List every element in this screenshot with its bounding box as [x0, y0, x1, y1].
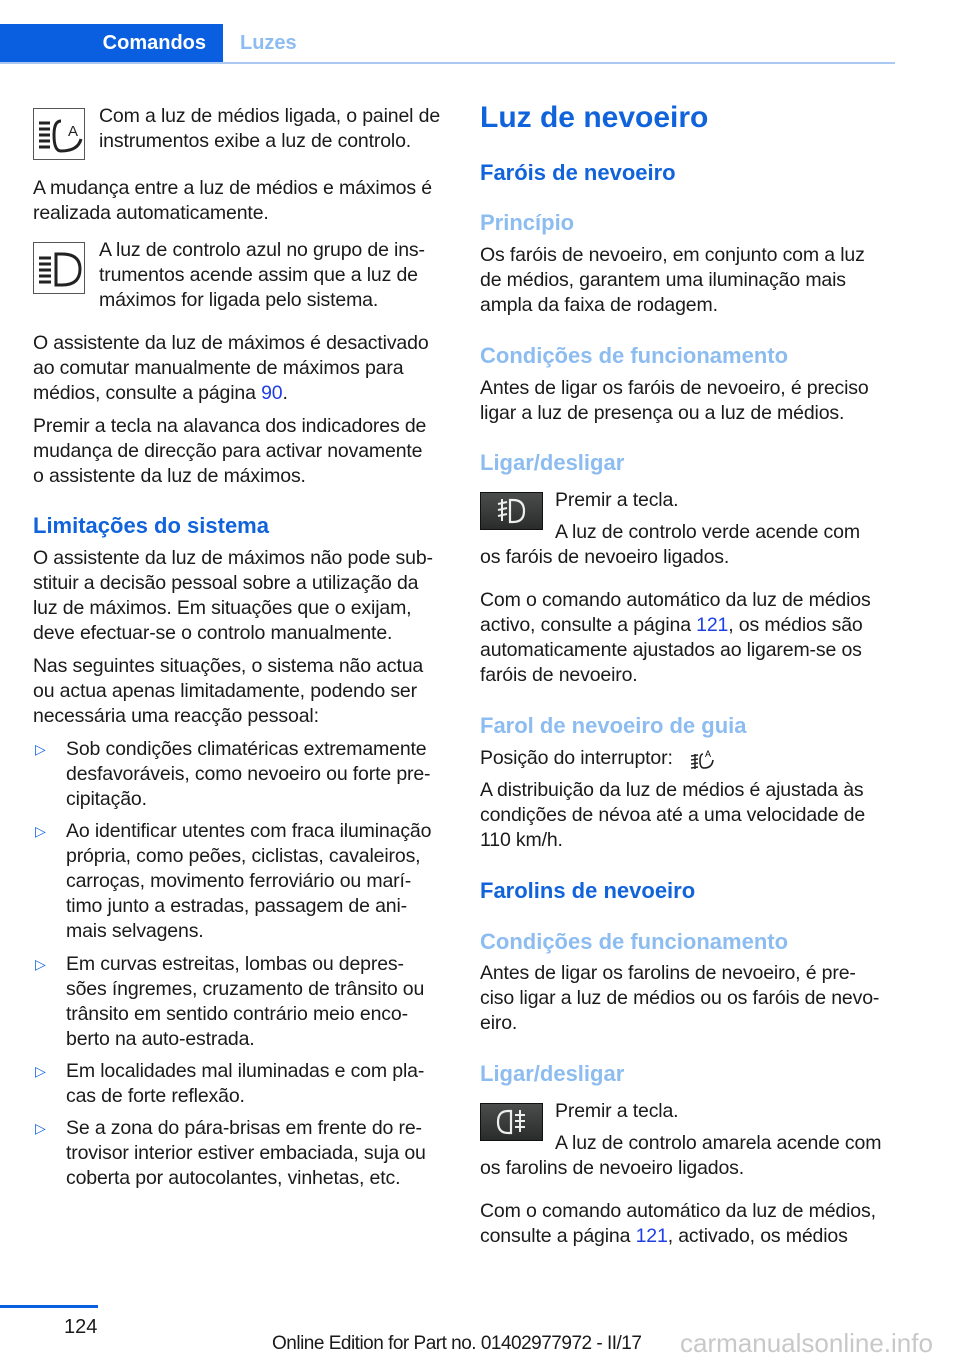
text-line: cas de forte reflexão.: [66, 1085, 245, 1107]
bullet-triangle-icon: ▷: [35, 1120, 46, 1136]
text-line: [480, 1224, 876, 1249]
paragraph: [480, 376, 869, 426]
edition-text: Online Edition for Part no. 01402977972 - II/17: [272, 1333, 642, 1354]
text-line: cipitação.: [66, 788, 147, 810]
paragraph-line: A luz de controlo amarela acende com: [555, 1132, 882, 1154]
subsection-heading: Farol de nevoeiro de guia: [480, 713, 747, 738]
tab-comandos[interactable]: Comandos: [0, 24, 223, 62]
paragraph: [480, 778, 865, 853]
page-number: 124: [64, 1316, 98, 1338]
text-segment: activo, consulte a página: [480, 614, 697, 636]
paragraph: [99, 238, 425, 313]
chapter-tabs: [0, 24, 895, 64]
paragraph-line: Posição do interruptor:: [480, 747, 673, 769]
text-line: condições de névoa até a uma velocidade de: [480, 804, 866, 826]
instruction-text: Premir a tecla.: [555, 1100, 679, 1122]
footer-rule: [0, 1305, 98, 1308]
watermark: carmanualsonline.info: [680, 1328, 933, 1358]
bullet-triangle-icon: ▷: [35, 956, 46, 972]
text-line: Em localidades mal iluminadas e com pla-: [66, 1060, 425, 1082]
svg-text:A: A: [705, 749, 712, 759]
text-line: trânsito em sentido contrário meio enco-: [66, 1003, 408, 1025]
switch-position-fog-auto-icon: [690, 748, 716, 775]
text-line: ou actua apenas limitadamente, podendo ser: [33, 680, 417, 702]
text-line: [480, 613, 871, 638]
subsection-heading: Condições de funcionamento: [480, 929, 789, 954]
text-line: timo junto a estradas, passagem de ani-: [66, 895, 408, 917]
section-heading: Faróis de nevoeiro: [480, 160, 676, 185]
front-fog-light-button-icon: [480, 492, 543, 530]
text-line: máximos for ligada pelo sistema.: [99, 289, 379, 311]
text-line: mais selvagens.: [66, 920, 204, 942]
text-line: deve efectuar-se o controlo manualmente.: [33, 622, 393, 644]
text-line: Nas seguintes situações, o sistema não actua: [33, 655, 424, 677]
text-line: de médios, garantem uma iluminação mais: [480, 269, 846, 291]
section-heading: Farolins de nevoeiro: [480, 878, 696, 903]
text-line: ao comutar manualmente de máximos para: [33, 357, 404, 379]
text-line: A luz de controlo azul no grupo de ins-: [99, 239, 425, 261]
tab-luzes[interactable]: Luzes: [240, 32, 297, 54]
text-line: faróis de nevoeiro.: [480, 664, 638, 686]
bullet-item: [66, 1059, 424, 1109]
bullet-item: [66, 1116, 426, 1191]
text-line: A mudança entre a luz de médios e máximos é: [33, 177, 432, 199]
subsection-heading: Ligar/desligar: [480, 450, 625, 475]
text-line: coberta por autocolantes, vinhetas, etc.: [66, 1167, 401, 1189]
text-line: Antes de ligar os faróis de nevoeiro, é preciso: [480, 377, 869, 399]
paragraph: [480, 588, 871, 688]
subsection-heading: Princípio: [480, 210, 575, 235]
text-line: stituir a decisão pessoal sobre a utilização da: [33, 572, 419, 594]
text-line: Sob condições climatéricas extremamente: [66, 738, 427, 760]
subsection-heading: Condições de funcionamento: [480, 343, 789, 368]
page-link[interactable]: 121: [696, 614, 729, 636]
text-line: 110 km/h.: [480, 829, 563, 851]
text-line: ligar a luz de presença ou a luz de médios.: [480, 402, 845, 424]
text-segment: .: [282, 382, 288, 404]
text-line: Com o comando automático da luz de médios,: [480, 1200, 876, 1222]
high-beam-icon: [33, 242, 85, 294]
text-line: [33, 381, 429, 406]
high-beam-assist-icon: [33, 108, 85, 160]
text-line: Antes de ligar os farolins de nevoeiro, é pre-: [480, 962, 856, 984]
text-line: própria, como peões, ciclistas, cavaleiros,: [66, 845, 421, 867]
page-link[interactable]: 90: [261, 382, 283, 404]
paragraph: [480, 1199, 876, 1249]
text-line: o assistente da luz de máximos.: [33, 465, 306, 487]
paragraph: [33, 414, 426, 489]
text-line: A distribuição da luz de médios é ajustada às: [480, 779, 864, 801]
text-segment: , os médios são: [728, 614, 863, 636]
text-line: Com a luz de médios ligada, o painel de: [99, 105, 441, 127]
text-line: mudança de direcção para activar novamente: [33, 440, 423, 462]
text-line: instrumentos exibe a luz de controlo.: [99, 130, 412, 152]
text-line: Os faróis de nevoeiro, em conjunto com a luz: [480, 244, 865, 266]
text-segment: , activado, os médios: [667, 1225, 848, 1247]
paragraph: [33, 176, 432, 226]
text-line: ampla da faixa de rodagem.: [480, 294, 718, 316]
page-link[interactable]: 121: [635, 1225, 668, 1247]
bullet-item: [66, 819, 431, 944]
text-line: Premir a tecla na alavanca dos indicadores de: [33, 415, 427, 437]
paragraph-line: os farolins de nevoeiro ligados.: [480, 1157, 745, 1179]
text-line: desfavoráveis, como nevoeiro ou forte pre-: [66, 763, 431, 785]
paragraph: [480, 243, 865, 318]
text-line: O assistente da luz de máximos não pode sub-: [33, 547, 433, 569]
text-line: realizada automaticamente.: [33, 202, 269, 224]
bullet-triangle-icon: ▷: [35, 741, 46, 757]
text-line: automaticamente ajustados ao ligarem-se os: [480, 639, 862, 661]
text-line: ciso ligar a luz de médios ou os faróis de nevo-: [480, 987, 880, 1009]
text-line: O assistente da luz de máximos é desactivado: [33, 332, 429, 354]
paragraph: [480, 961, 879, 1036]
paragraph: [33, 331, 429, 406]
text-line: trumentos acende assim que a luz de: [99, 264, 418, 286]
paragraph: [33, 654, 423, 729]
bullet-triangle-icon: ▷: [35, 823, 46, 839]
text-segment: médios, consulte a página: [33, 382, 262, 404]
paragraph-line: os faróis de nevoeiro ligados.: [480, 546, 730, 568]
bullet-item: [66, 952, 424, 1052]
text-line: carroças, movimento ferroviário ou marí-: [66, 870, 412, 892]
bullet-item: [66, 737, 430, 812]
subsection-heading: Ligar/desligar: [480, 1061, 625, 1086]
text-line: necessária uma reacção pessoal:: [33, 705, 319, 727]
paragraph: [99, 104, 440, 154]
text-line: luz de máximos. Em situações que o exijam,: [33, 597, 412, 619]
svg-text:A: A: [68, 123, 79, 140]
instruction-text: Premir a tecla.: [555, 489, 679, 511]
text-line: Ao identificar utentes com fraca iluminação: [66, 820, 432, 842]
text-line: Se a zona do pára-brisas em frente do re-: [66, 1117, 422, 1139]
text-segment: consulte a página: [480, 1225, 636, 1247]
paragraph-line: A luz de controlo verde acende com: [555, 521, 860, 543]
text-line: sões íngremes, cruzamento de trânsito ou: [66, 978, 425, 1000]
page-title: Luz de nevoeiro: [480, 101, 709, 134]
text-line: Em curvas estreitas, lombas ou depres-: [66, 953, 404, 975]
text-line: trovisor interior estiver embaciada, suja ou: [66, 1142, 426, 1164]
text-line: eiro.: [480, 1012, 518, 1034]
paragraph: [33, 546, 433, 646]
text-line: Com o comando automático da luz de médios: [480, 589, 871, 611]
section-heading: Limitações do sistema: [33, 513, 269, 538]
bullet-triangle-icon: ▷: [35, 1063, 46, 1079]
text-line: berto na auto-estrada.: [66, 1028, 255, 1050]
rear-fog-light-button-icon: [480, 1103, 543, 1141]
